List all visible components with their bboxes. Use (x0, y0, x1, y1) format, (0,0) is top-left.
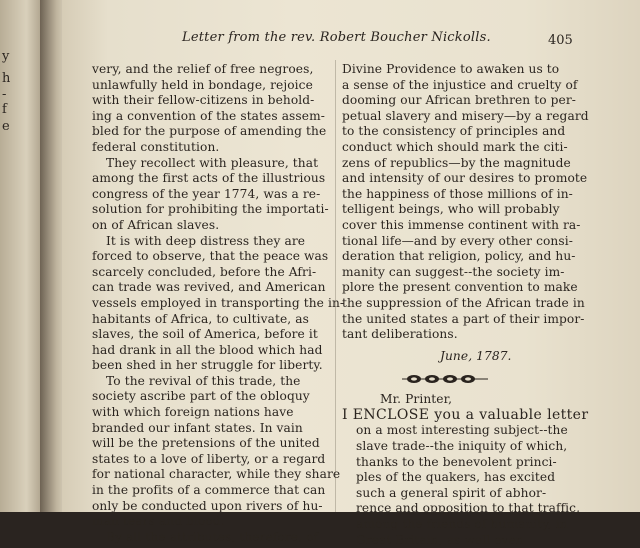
text-line: deration that religion, policy, and hu- (342, 249, 576, 264)
text-line: been shed in her struggle for liberty. (92, 358, 323, 373)
text-line: branded our infant states. In vain (92, 420, 303, 435)
text-line: plore the present convention to make (342, 280, 578, 295)
text-line: unlawfully held in bondage, rejoice (92, 77, 313, 92)
salutation: Mr. Printer, (380, 392, 453, 407)
text-line: Great Britain, as well even (356, 532, 524, 547)
text-line: telligent beings, who will probably (342, 202, 560, 217)
text-line: with their fellow-citizens in behold- (92, 93, 315, 108)
text-line: tional life—and by every other consi- (342, 233, 573, 248)
text-line: petual slavery and misery—by a regard (342, 108, 589, 123)
left-page-fragment: f (2, 102, 7, 117)
text-line: forced to observe, that the peace was (92, 249, 329, 264)
text-line: dooming our African brethren to per- (342, 93, 576, 108)
text-line: in the profits of a commerce that can (92, 483, 326, 498)
text-line: very, and the relief of free negroes, (92, 62, 314, 76)
text-line: ples of the quakers, has excited (356, 470, 556, 485)
text-line: slave trade--the iniquity of which, (356, 439, 568, 454)
text-line: society ascribe part of the obloquy (92, 389, 310, 404)
text-line: among the first acts of the illustrious (92, 171, 326, 186)
newspaper-page (62, 0, 640, 547)
text-line: such a general spirit of abhor- (356, 485, 547, 500)
text-line: It is with deep distress they are (106, 233, 306, 248)
left-page-fragment: e (2, 119, 10, 134)
text-line: To the revival of this trade, the (106, 373, 301, 388)
text-line: scarcely concluded, before the Afri- (92, 264, 317, 279)
left-page-fragment: y (2, 49, 10, 64)
text-line: man tears and blood. (92, 514, 225, 529)
text-line: states to a love of liberty, or a regard (92, 451, 326, 466)
signature-date: June, 1787. (440, 348, 512, 363)
text-line: the happiness of those millions of in- (342, 186, 573, 201)
text-line: They recollect with pleasure, that (106, 155, 319, 170)
text-line: can trade was revived, and American (92, 280, 326, 295)
text-line: the united states a part of their impor- (342, 311, 585, 326)
text-line: By all the attributes, therefore, of (106, 529, 319, 544)
text-line: habitants of Africa, to cultivate, as (92, 311, 309, 326)
ornament-divider (342, 368, 582, 390)
text-line: bled for the purpose of amending the (92, 124, 327, 139)
text-line: ing a convention of the states assem- (92, 108, 325, 123)
running-title: Letter from the rev. Robert Boucher Nickolls. (182, 30, 491, 45)
text-line: I ENCLOSE you a valuable letter (342, 406, 589, 423)
text-line: rence and opposition to that traffic, (356, 501, 581, 516)
column-right (342, 62, 589, 548)
text-line: on of African slaves. (92, 217, 220, 232)
text-line: the suppression of the African trade in (342, 295, 585, 310)
left-page-edge (0, 0, 44, 512)
text-line: vessels employed in transporting the in- (92, 295, 345, 310)
page-number: 405 (548, 33, 573, 48)
text-line: among the friends of humanity, in (356, 517, 568, 532)
text-line: had drank in all the blood which had (92, 342, 323, 357)
column-left (92, 62, 360, 545)
text-line: and intensity of our desires to promote (342, 171, 588, 186)
text-line: conduct which should mark the citi- (342, 139, 568, 154)
text-line: congress of the year 1774, was a re- (92, 186, 321, 201)
text-line: zens of republics—by the magnitude (342, 155, 571, 170)
left-page-fragment: - (2, 87, 7, 102)
text-line: slaves, the soil of America, before it (92, 327, 318, 342)
text-line: cover this immense continent with ra- (342, 217, 581, 232)
text-line: tant deliberations. (342, 327, 458, 342)
text-line: will be the pretensions of the united (92, 436, 320, 451)
text-line: on a most interesting subject--the (356, 423, 568, 438)
ornament-icon (400, 373, 490, 385)
text-line: only be conducted upon rivers of hu- (92, 498, 323, 513)
text-line: to the consistency of principles and (342, 124, 566, 139)
text-line: for national character, while they share (92, 467, 341, 482)
text-line: thanks to the benevolent princi- (356, 454, 557, 469)
text-line: with which foreign nations have (92, 405, 294, 420)
left-page-fragment: h (2, 71, 11, 86)
text-line: manity can suggest--the society im- (342, 264, 565, 279)
text-line: solution for prohibiting the importati- (92, 202, 329, 217)
text-line: federal constitution. (92, 139, 220, 154)
text-line: a sense of the injustice and cruelty of (342, 77, 578, 92)
text-line: Divine Providence to awaken us to (342, 62, 560, 76)
